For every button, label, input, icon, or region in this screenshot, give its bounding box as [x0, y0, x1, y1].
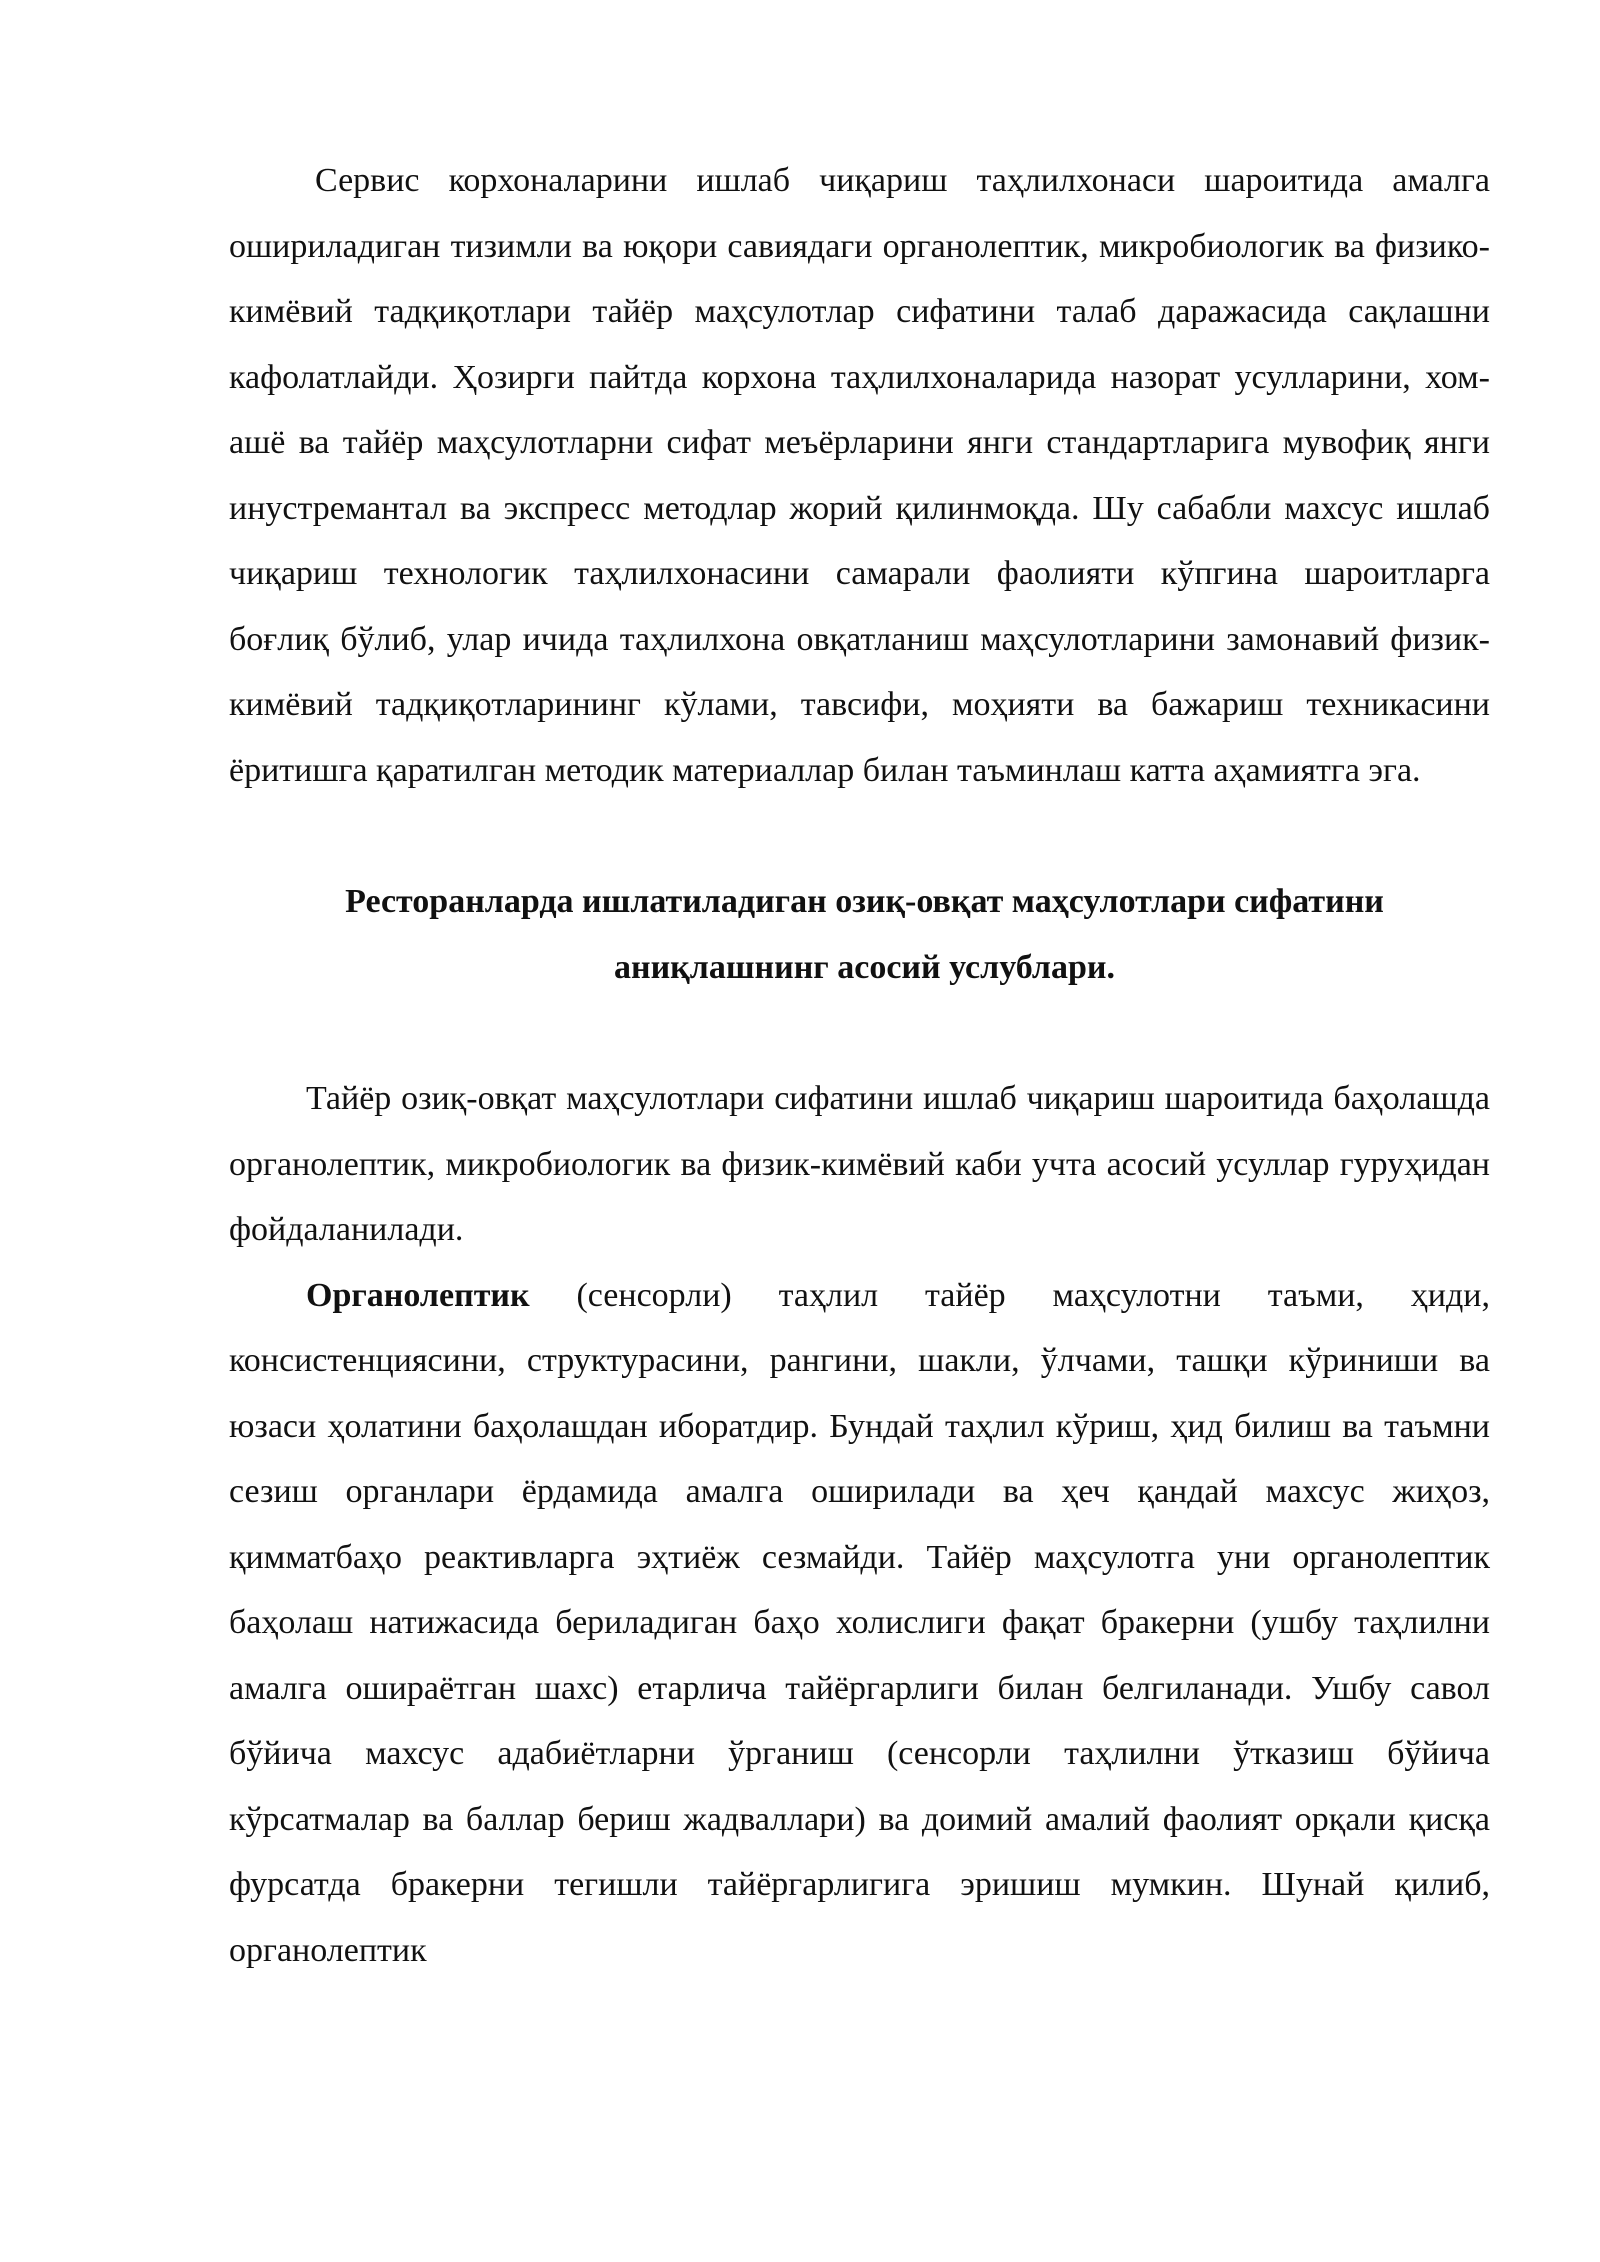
- spacer: [229, 1000, 1490, 1066]
- section-heading-line-1: Ресторанларда ишлатиладиган озиқ-овқат маҳсулотлари сифатини: [345, 883, 1384, 920]
- section-heading-line-2: аниқлашнинг асосий услублари.: [613, 948, 1116, 986]
- intro-paragraph: Сервис корхоналарини ишлаб чиқариш таҳлилхонаси шароитида амалга ошириладиган тизимли ва юқори савиядаги органолептик, микробиологик ва физико-кимёвий тадқиқотлари тайёр маҳсулотлар сифатини талаб даражасида сақлашни кафолатлайди. Ҳозирги пайтда корхона таҳлилхоналарида назорат усулларини, хом-ашё ва тайёр маҳсулотларни сифат меъёрларини янги стандартларига мувофиқ янги инустремантал ва экспресс методлар жорий қилинмоқда. Шу сабабли махсус ишлаб чиқариш технологик таҳлилхонасини самарали фаолияти кўпгина шароитларга боғлиқ бўлиб, улар ичида таҳлилхона овқатланиш маҳсулотларини замонавий физик-кимёвий тадқиқотларининг кўлами, тавсифи, моҳияти ва бажариш техникасини ёритишга қаратилган методик материаллар билан таъминлаш катта аҳамиятга эга.: [229, 162, 1490, 789]
- organoleptic-paragraph: [229, 1263, 1490, 1984]
- methods-paragraph: Тайёр озиқ-овқат маҳсулотлари сифатини ишлаб чиқариш шароитида баҳолашда органолептик, микробиологик ва физик-кимёвий каби учта асосий усуллар гуруҳидан фойдаланилади.: [229, 1080, 1490, 1248]
- page-body: [229, 148, 1490, 1983]
- spacer: [229, 803, 1490, 869]
- organoleptic-term: Органолептик: [306, 1276, 530, 1314]
- organoleptic-text: (сенсорли) таҳлил тайёр маҳсулотни таъми, ҳиди, консистенциясини, структурасини, рангини, шакли, ўлчами, ташқи кўриниши ва юзаси ҳолатини баҳолашдан иборатдир. Бундай таҳлил кўриш, ҳид билиш ва таъмни сезиш органлари ёрдамида амалга оширилади ва ҳеч қандай махсус жиҳоз, қимматбаҳо реактивларга эҳтиёж сезмайди. Тайёр маҳсулотга уни органолептик баҳолаш натижасида бериладиган баҳо холислиги фақат бракерни (ушбу таҳлилни амалга ошираётган шахс) етарлича тайёргарлиги билан белгиланади. Ушбу савол бўйича махсус адабиётларни ўрганиш (сенсорли таҳлилни ўтказиш бўйича кўрсатмалар ва баллар бериш жадваллари) ва доимий амалий фаолият орқали қисқа фурсатда бракерни тегишли тайёргарлигига эришиш мумкин. Шунай қилиб, органолептик: [229, 1276, 1490, 1969]
- section-heading: [229, 869, 1490, 1000]
